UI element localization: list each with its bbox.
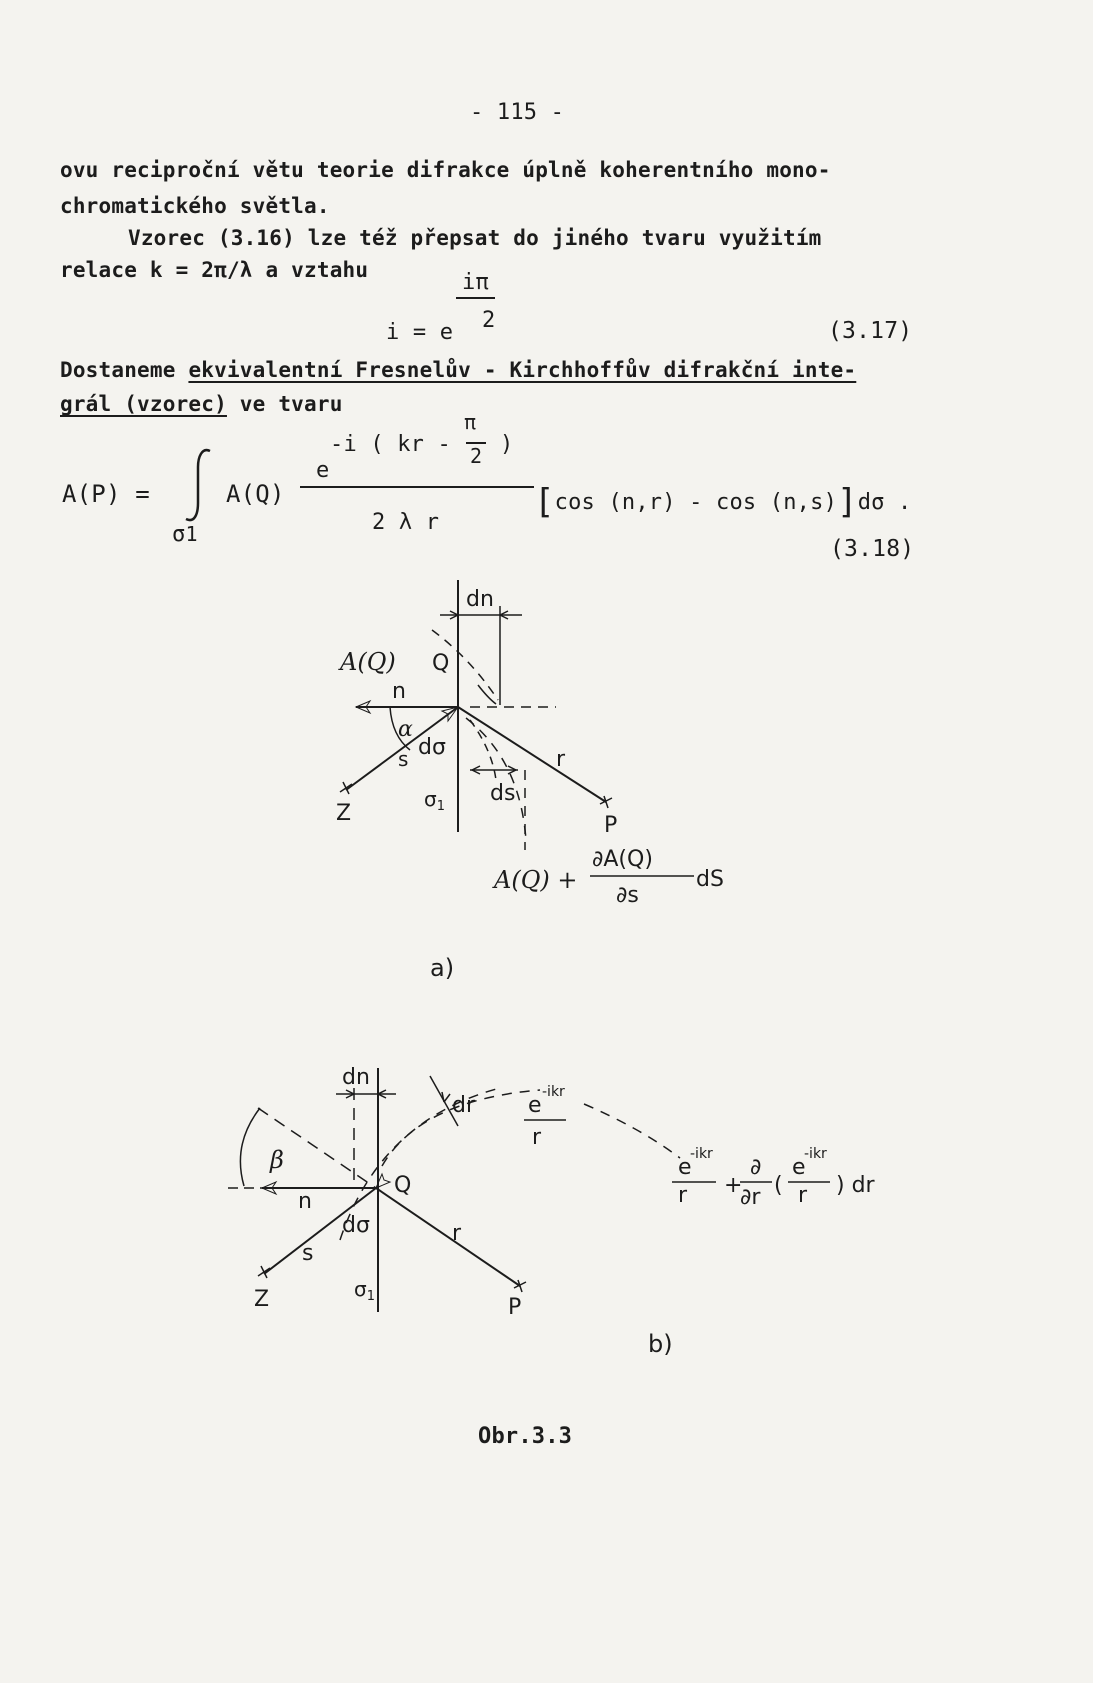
label-P-b: P [508,1295,522,1320]
text-line-3: Vzorec (3.16) lze též přepsat do jiného tvaru využitím [128,226,822,250]
label-ds-a: ds [490,781,516,806]
label-alpha-a: α [398,717,413,742]
figure-caption: Obr.3.3 [478,1424,573,1449]
eq318-num-e: e [316,458,330,483]
eq317-exp-den: 2 [482,308,496,333]
label-n-b: n [298,1189,312,1214]
label-r-a: r [556,747,566,772]
label-dsigma-b: dσ [342,1213,370,1238]
caption-a: a) [430,954,455,982]
f2-in-num: e [792,1155,806,1180]
integral-sign [180,445,220,525]
f2-in-den: r [798,1183,808,1208]
text-line-2: chromatického světla. [60,194,330,218]
label-n-a: n [392,679,406,704]
label-sigma-b: $\sigma_1$ [354,1277,375,1304]
eq317-number: (3.17) [828,318,913,344]
label-beta-b: β [270,1146,284,1174]
text-line-1: ovu reciproční větu teorie difrakce úplně koherentního mono- [60,158,831,182]
eq318-num-exp: -i ( kr - [330,432,452,457]
eq317-exp-num: iπ [456,270,495,299]
label-Q-a: Q [432,651,450,676]
formula-a-den: ∂s [616,883,639,908]
text-line-6: grál (vzorec) ve tvaru [60,392,343,416]
f2-paren-open: ( [774,1173,783,1198]
label-dr-b: dr [452,1093,476,1118]
text-line-5: Dostaneme ekvivalentní Fresnelův - Kirchhoffův difrakční inte- [60,358,857,382]
eq318-bracket: [cos (n,r) - cos (n,s)]dσ . [534,482,912,522]
eq318-number: (3.18) [830,536,915,562]
page-number: - 115 - [470,100,565,125]
r-vector-a [458,707,606,802]
f2-in-sup: -ikr [804,1146,827,1162]
f2-num: e [678,1155,692,1180]
formula-a-left: A(Q) + [494,866,578,894]
f2-op-num: ∂ [750,1155,762,1180]
f2-sup: -ikr [690,1146,713,1162]
label-Q-b: Q [394,1173,412,1198]
label-Z-b: Z [254,1287,270,1312]
eq318-fraction-bar [300,486,534,488]
caption-b: b) [648,1330,673,1358]
eq318-lhs: A(P) = [62,480,150,508]
wave-den: r [532,1125,542,1150]
label-AQ-a: A(Q) [340,648,396,676]
label-s-a: s [398,747,409,771]
label-r-b: r [452,1221,462,1246]
label-dsigma-a: dσ [418,735,446,760]
figure-b [0,1060,1093,1380]
formula-a-num: ∂A(Q) [592,847,653,872]
formula-a-right: dS [696,867,724,892]
wave-sup: -ikr [542,1084,565,1100]
text-line-4: relace k = 2π/λ a vztahu [60,258,369,282]
label-dn-a: dn [466,587,494,612]
figure-a [0,570,1093,1020]
eq318-den: 2 λ r [372,510,440,535]
label-sigma-a: $\sigma_1$ [424,787,445,814]
f2-op-den: ∂r [740,1185,761,1210]
eq318-exp-close: ) [500,432,514,457]
wave-num: e [528,1093,542,1118]
eq318-pi-den: 2 [466,442,486,468]
f2-tail: ) dr [836,1173,875,1198]
r-vector-b [376,1188,520,1286]
eq318-pi: π [464,410,477,434]
label-dn-b: dn [342,1065,370,1090]
f2-den: r [678,1183,688,1208]
label-s-b: s [302,1241,314,1266]
label-P-a: P [604,813,618,838]
label-Z-a: Z [336,801,352,826]
f2-plus: + [724,1173,743,1198]
integral-sub: σ1 [172,522,198,547]
eq318-integrand: A(Q) [226,480,285,508]
eq317-lhs: i = e [386,320,454,345]
